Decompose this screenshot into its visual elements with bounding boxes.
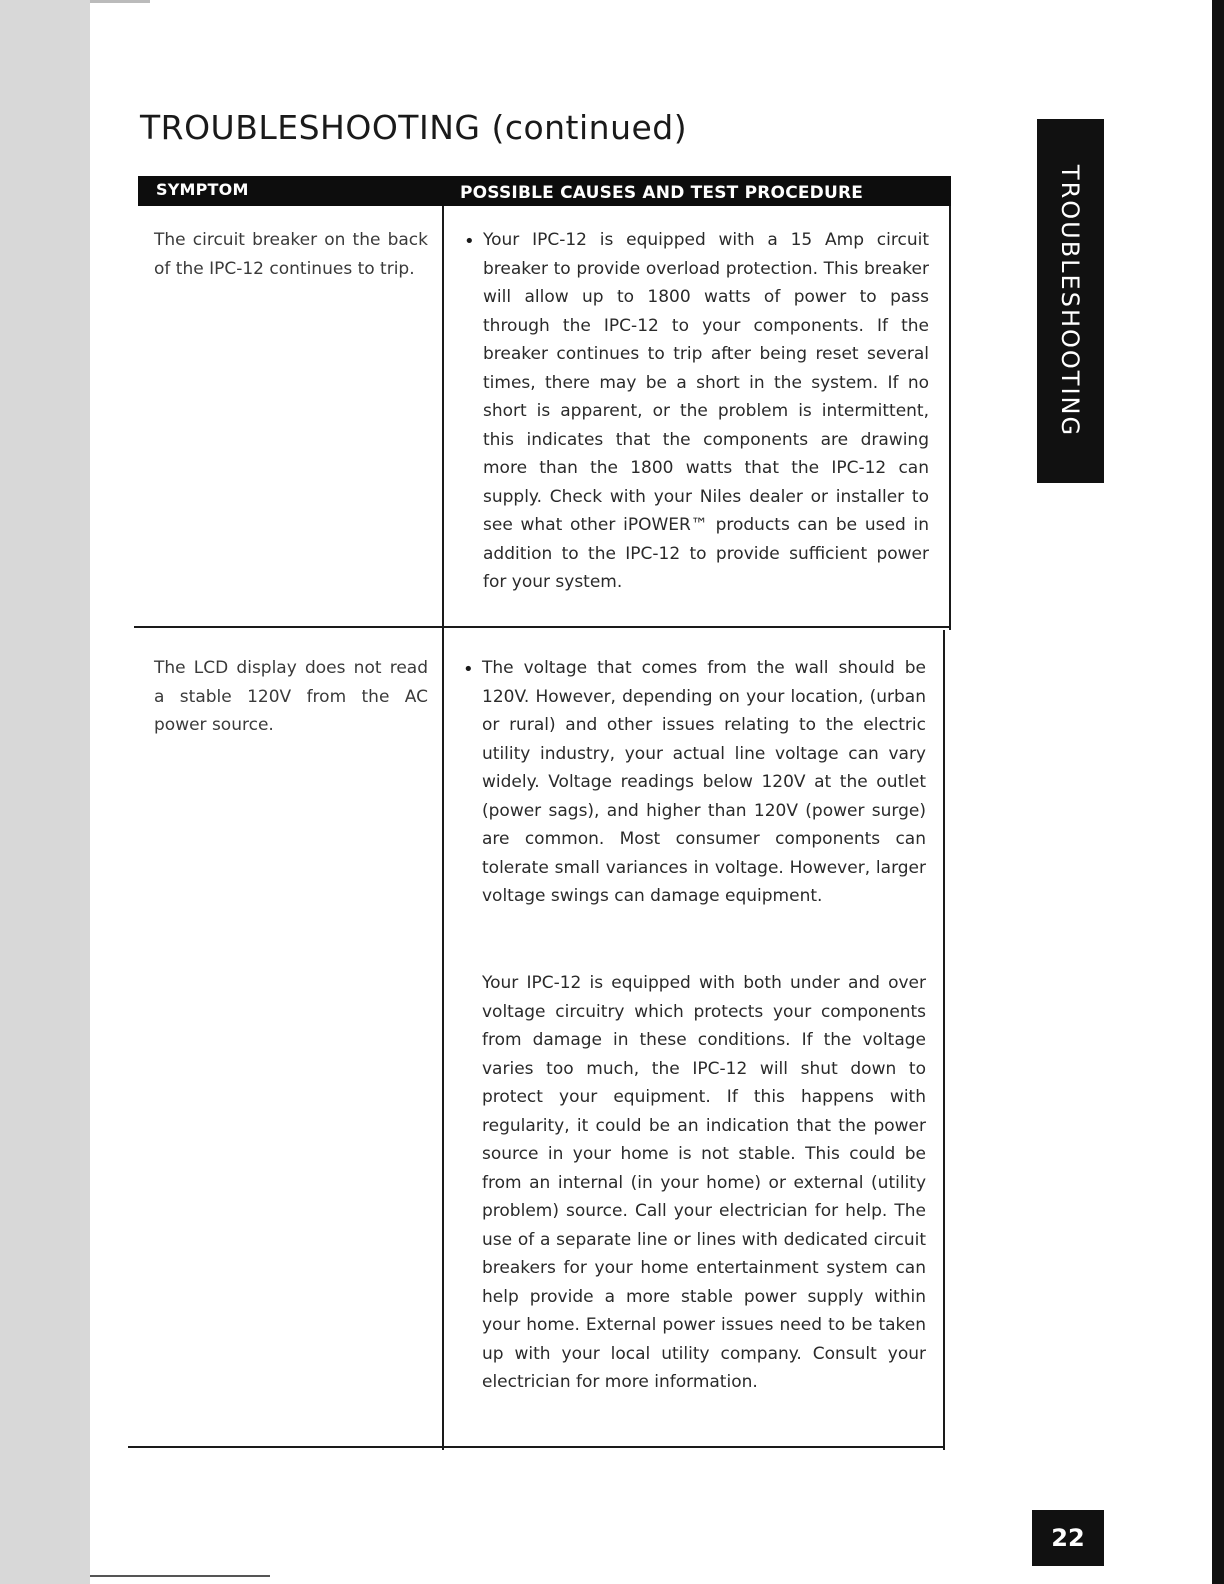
table-right-border-row-1	[949, 206, 951, 630]
row-divider	[134, 626, 951, 628]
scan-left-margin	[0, 0, 90, 1584]
symptom-cell: The circuit breaker on the back of the IPC-12 continues to trip.	[154, 230, 428, 279]
page-title: TROUBLESHOOTING (continued)	[140, 108, 688, 147]
table-bottom-border	[128, 1446, 945, 1448]
column-divider	[442, 206, 444, 1450]
cause-paragraph: Your IPC-12 is equipped with a 15 Amp circuit breaker to provide overload protection. This breaker will allow up to 1800 watts of power to pass through the IPC-12 to your components. If the breaker continues to trip after being reset several times, there may be a short in the system. If no short is apparent, or the problem is intermittent, this indicates that the components are drawing more than the 1800 watts that the IPC-12 can supply. Check with your Niles dealer or installer to see what other iPOWER™ products can be used in addition to the IPC-12 to provide sufficient power for your system.	[483, 230, 929, 592]
bullet-icon: •	[464, 231, 475, 252]
scan-right-edge	[1212, 0, 1224, 1584]
header-symptom: SYMPTOM	[156, 180, 249, 199]
troubleshooting-table	[138, 176, 951, 1450]
section-side-tab-label: TROUBLESHOOTING	[1056, 164, 1084, 438]
scan-bottom-edge	[90, 1575, 270, 1577]
cause-paragraph: Your IPC-12 is equipped with both under and over voltage circuitry which protects your components from damage in these conditions. If the voltage varies too much, the IPC-12 will shut down to protect your equipment. If this happens with regularity, it could be an indication that the power source in your home is not stable. This could be from an internal (in your home) or external (utility problem) source. Call your electrician for help. The use of a separate line or lines with dedicated circuit breakers for your home entertainment system can help provide a more stable power supply within your home. External power issues need to be taken up with your local utility company. Consult your electrician for more information.	[482, 973, 926, 1392]
bullet-icon: •	[463, 659, 474, 680]
table-right-border-row-2	[943, 630, 945, 1450]
page-number: 22	[1032, 1510, 1104, 1566]
scan-top-edge	[90, 0, 150, 3]
cause-paragraph: The voltage that comes from the wall should be 120V. However, depending on your location, (urban or rural) and other issues relating to the electric utility industry, your actual line voltage can vary widely. Voltage readings below 120V at the outlet (power sags), and higher than 120V (power surge) are common. Most consumer components can tolerate small variances in voltage. However, larger voltage swings can damage equipment.	[482, 658, 926, 906]
table-header	[138, 176, 951, 206]
header-causes: POSSIBLE CAUSES AND TEST PROCEDURE	[460, 183, 864, 203]
symptom-cell: The LCD display does not read a stable 120V from the AC power source.	[154, 658, 428, 735]
